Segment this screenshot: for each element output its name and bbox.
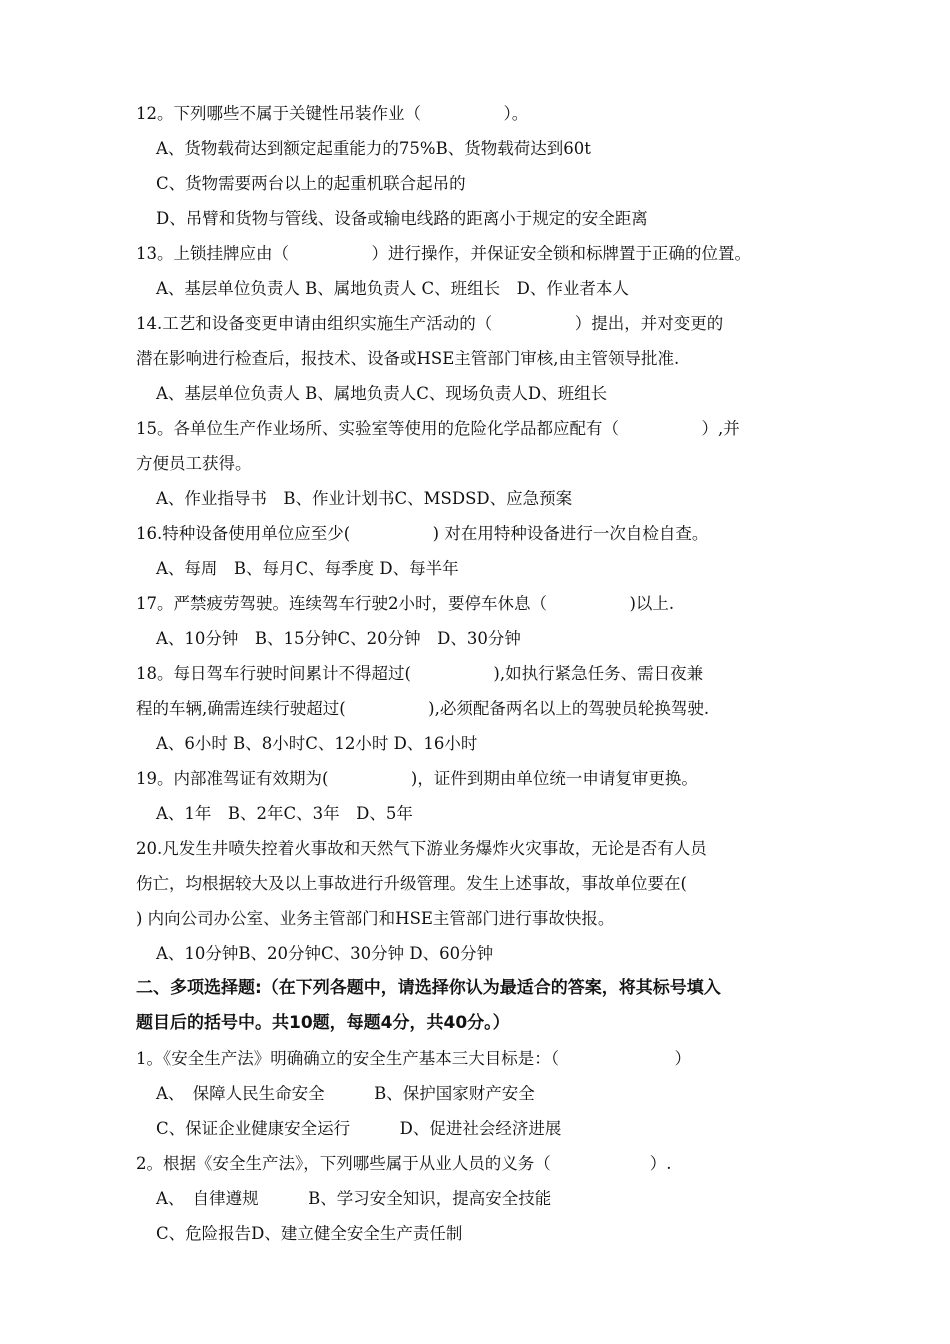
answer-options: A、基层单位负责人 B、属地负责人 C、班组长 D、作业者本人: [156, 279, 629, 298]
answer-options: A、每周 B、每月C、每季度 D、每半年: [156, 559, 459, 578]
answer-options: A、 保障人民生命安全 B、保护国家财产安全: [156, 1084, 535, 1103]
answer-options: C、货物需要两台以上的起重机联合起吊的: [156, 174, 466, 193]
question-text: 伤亡，均根据较大及以上事故进行升级管理。发生上述事故，事故单位要在(: [136, 874, 687, 893]
answer-options: A、作业指导书 B、作业计划书C、MSDSD、应急预案: [156, 489, 573, 508]
answer-options: A、6小时 B、8小时C、12小时 D、16小时: [156, 734, 478, 753]
question-text: 17。严禁疲劳驾驶。连续驾车行驶2小时，要停车休息（ )以上.: [136, 594, 675, 613]
question-text: ) 内向公司办公室、业务主管部门和HSE主管部门进行事故快报。: [136, 909, 615, 928]
answer-options: A、货物载荷达到额定起重能力的75%B、货物载荷达到60t: [156, 139, 591, 158]
question-text: 20.凡发生井喷失控着火事故和天然气下游业务爆炸火灾事故，无论是否有人员: [136, 839, 707, 858]
question-text: 程的车辆,确需连续行驶超过( ),必须配备两名以上的驾驶员轮换驾驶.: [136, 699, 710, 718]
question-text: 19。内部准驾证有效期为( )，证件到期由单位统一申请复审更换。: [136, 769, 698, 788]
answer-options: A、基层单位负责人 B、属地负责人C、现场负责人D、班组长: [156, 384, 608, 403]
answer-options: A、10分钟B、20分钟C、30分钟 D、60分钟: [156, 944, 494, 963]
section-heading: 题目后的括号中。共10题，每题4分，共40分。）: [136, 1013, 510, 1033]
answer-options: A、 自律遵规 B、学习安全知识，提高安全技能: [156, 1189, 552, 1208]
question-text: 方便员工获得。: [136, 454, 252, 473]
question-text: 18。每日驾车行驶时间累计不得超过( ),如执行紧急任务、需日夜兼: [136, 664, 704, 683]
question-text: 潜在影响进行检查后，报技术、设备或HSE主管部门审核,由主管领导批准.: [136, 349, 680, 368]
question-text: 14.工艺和设备变更申请由组织实施生产活动的（ ）提出，并对变更的: [136, 314, 724, 333]
answer-options: A、1年 B、2年C、3年 D、5年: [156, 804, 413, 823]
question-text: 15。各单位生产作业场所、实验室等使用的危险化学品都应配有（ ）,并: [136, 419, 740, 438]
question-text: 2。根据《安全生产法》，下列哪些属于从业人员的义务（ ）.: [136, 1154, 672, 1173]
question-text: 12。下列哪些不属于关键性吊装作业（ ）。: [136, 104, 529, 123]
question-text: 1。《安全生产法》明确确立的安全生产基本三大目标是：（ ）: [136, 1049, 691, 1068]
answer-options: C、危险报告D、建立健全安全生产责任制: [156, 1224, 463, 1243]
answer-options: C、保证企业健康安全运行 D、促进社会经济进展: [156, 1119, 562, 1138]
section-heading: 二、多项选择题:（在下列各题中，请选择你认为最适合的答案，将其标号填入: [136, 978, 721, 998]
question-text: 16.特种设备使用单位应至少( ) 对在用特种设备进行一次自检自查。: [136, 524, 709, 543]
answer-options: A、10分钟 B、15分钟C、20分钟 D、30分钟: [156, 629, 521, 648]
answer-options: D、吊臂和货物与管线、设备或输电线路的距离小于规定的安全距离: [156, 209, 648, 228]
question-text: 13。上锁挂牌应由（ ）进行操作，并保证安全锁和标牌置于正确的位置。: [136, 244, 751, 263]
